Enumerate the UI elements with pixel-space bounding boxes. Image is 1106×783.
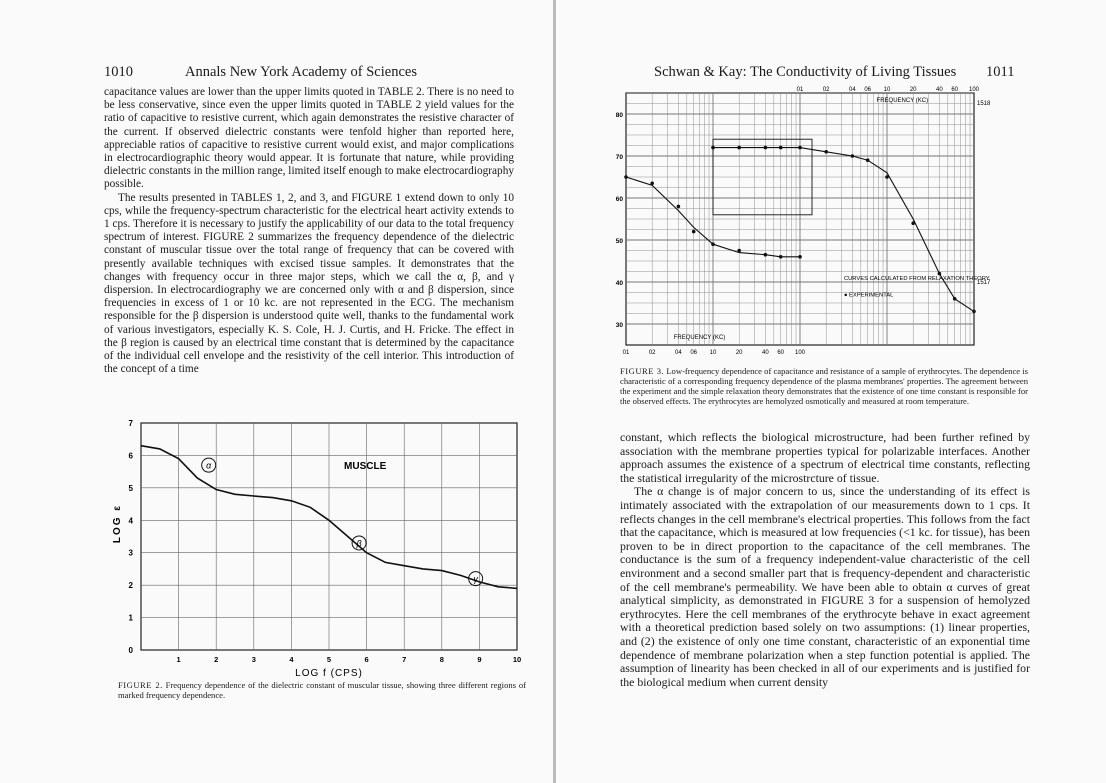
figure-3-experimental-point [779,146,783,150]
figure-3-bottom-tick-label: 100 [794,350,806,356]
figure-3-bottom-axis-label: FREQUENCY (KC) [673,335,726,341]
figure-2-caption-text: Frequency dependence of the dielectric constant of muscular tissue, showing three different regions of marked frequency dependence. [118,680,526,700]
figure-3-experimental-point [677,205,681,209]
left-paragraph-1: capacitance values are lower than the upper limits quoted in TABLE 2. There is no need to be less conservative, since even the upper limits quoted in TABLE 2 yield values for the ratio of capacitive to resistive current, which again demonstrates the resistive character of the current. If observed dielectric constants were tenfold higher than reported here, appreciable ratios of capacitive to resistive current would exist, and major complications in electrocardiographic theory would appear. It is fortunate that nature, while providing dielectric constants in the million range, limited itself enough to make electrocardiography possible. [104,86,514,191]
figure-2-x-tick-label: 9 [477,655,482,664]
figure-3-experimental-point [866,158,870,162]
left-paragraph-2: The results presented in TABLES 1, 2, and 3, and FIGURE 1 extend down to only 10 cps, while the frequency-spectrum characteristic for the electrical heart activity extends to 1 cps. Therefore it is necessary to justify the applicability of our data to the total frequency spectrum of interest. FIGURE 2 summarizes the frequency dependence of the dielectric constant of muscular tissue over the total range of frequency that can be covered with presently available techniques with excised tissue samples. It demonstrates that the changes with frequency occur in three major steps, which we call the α, β, and γ dispersion. In electrocardiography we are concerned only with α and β dispersion, since frequencies in excess of 1 or 10 kc. are not represented in the ECG. The mechanism responsible for the β dispersion is understood quite well, thanks to the fundamental work of various investigators, especially K. S. Cole, H. J. Curtis, and H. Fricke. The effect in the β region is caused by an electrical time constant that is determined by the capacitance of the individual cell envelope and the resistivity of the cell interior. This introduction of the concept of a time [104,191,514,376]
figure-3-experimental-point [911,221,915,225]
figure-3-y-tick-label: 40 [615,280,623,287]
figure-2-x-tick-label: 6 [364,655,369,664]
figure-3-experimental-point [851,154,855,158]
figure-3-y-tick-label: 70 [615,154,623,161]
figure-3-right-label: 1517 [977,280,991,286]
right-body-text [620,431,1030,689]
figure-3-experimental-point [624,175,628,179]
figure-3-chart [610,83,1032,363]
figure-3-experimental-point [692,230,696,234]
left-page-number: 1010 [104,64,133,80]
figure-3-experimental-point [711,146,715,150]
figure-2-region-label: β [356,538,362,549]
figure-3-y-tick-label: 50 [615,238,623,245]
figure-2-y-tick-label: 6 [128,451,133,461]
left-running-head: Annals New York Academy of Sciences [185,64,417,80]
figure-2-y-tick-label: 0 [128,646,133,655]
figure-3-experimental-point [650,182,654,186]
figure-2-caption [118,680,526,700]
figure-2-x-tick-label: 3 [251,655,256,664]
figure-3-top-tick-label: 20 [909,87,917,93]
figure-2-caption-label: FIGURE 2. [118,680,163,690]
figure-3-y-tick-label: 80 [615,112,623,119]
figure-3-legend-theory: CURVES CALCULATED FROM RELAXATION THEORY [843,275,990,282]
figure-2-x-tick-label: 7 [402,655,407,664]
figure-2-y-tick-label: 4 [128,516,133,526]
figure-3-experimental-point [737,249,741,253]
figure-3-top-tick-label: 100 [968,87,980,93]
figure-2-muscle-label: MUSCLE [344,461,387,473]
figure-3-bottom-tick-label: 04 [675,350,682,356]
figure-3-experimental-point [764,253,768,257]
figure-3-bottom-tick-label: 10 [709,350,717,356]
right-running-head: Schwan & Kay: The Conductivity of Living Tissues [654,64,957,80]
left-body-text [104,86,514,376]
figure-3-experimental-point [711,242,715,246]
right-page [556,0,1106,783]
figure-3-bottom-tick-label: 60 [777,350,785,356]
figure-2-region-label: α [206,460,212,471]
figure-3-bottom-tick-label: 01 [622,350,630,356]
figure-3-experimental-point [972,310,976,314]
figure-2-y-tick-label: 5 [128,483,133,493]
figure-3-caption [620,366,1028,406]
figure-3-experimental-point [779,255,783,259]
figure-2-y-axis-label: LOG ε [112,503,123,544]
figure-2-y-tick-label: 7 [128,420,133,428]
figure-3-caption-label: FIGURE 3. [620,366,665,376]
figure-3-experimental-point [824,150,828,154]
figure-3-bottom-tick-label: 20 [735,350,743,356]
figure-3-bottom-tick-label: 06 [690,350,698,356]
figure-3-top-tick-label: 40 [936,87,943,93]
figure-3-experimental-point [885,175,889,179]
figure-3-experimental-point [737,146,741,150]
figure-2-chart [100,420,530,682]
figure-3-top-tick-label: 01 [796,87,804,93]
figure-2-x-tick-label: 10 [512,655,522,664]
figure-3-top-tick-label: 02 [822,87,830,93]
figure-3-top-tick-label: 04 [849,87,856,93]
figure-3-top-tick-label: 10 [883,87,891,93]
right-paragraph-2: The α change is of major concern to us, since the understanding of its effect is intimately associated with the extrapolation of our measurements down to 1 cps. It reflects changes in the cell membrane's electrical properties. This follows from the fact that the capacitance, which is measured at low frequencies (<1 kc. for tissue), has been proven to be in direct proportion to the capacitance of the cell membranes. The conductance is the sum of a frequency independent-value characteristic of the cell environment and a second smaller part that is frequency-dependent and characteristic of the cell membrane's permeability. We have been able to obtain α curves of great analytical simplicity, as demonstrated in FIGURE 3 for a suspension of hemolyzed erythrocytes. Here the cell membranes of the erythrocyte behave in exact agreement with a theoretical prediction based solely on two assumptions: (1) linear properties, and (2) the existence of only one time constant, characteristic of an exponential time dependence of membrane polarization when a step function potential is applied. The assumption of linearity has been checked in all of our experiments and is justified for the biological medium when current density [620,484,1030,689]
figure-3-legend-experimental: ● EXPERIMENTAL [843,292,894,299]
figure-2-x-axis-label: LOG f (CPS) [295,668,363,679]
figure-2-y-tick-label: 3 [128,548,133,558]
figure-3-caption-text: Low-frequency dependence of capacitance and resistance of a sample of erythrocytes. The dependence is characteristic of a corresponding frequency dependence of the plasma membranes' properties. The agreement between the experiment and the simple relaxation theory demonstrates that the existence of one time constant is responsible for the observed effects. The erythrocytes are hemolyzed osmotically and measured at room temperature. [620,366,1028,406]
figure-3-y-tick-label: 60 [615,196,623,203]
figure-2-y-tick-label: 1 [128,613,133,623]
figure-3-experimental-point [798,146,802,150]
figure-3-experimental-point [798,255,802,259]
right-page-number: 1011 [986,64,1015,80]
figure-3-right-label: 1518 [977,101,991,107]
figure-3-top-tick-label: 60 [951,87,959,93]
figure-3-experimental-point [953,297,957,301]
figure-2-x-tick-label: 5 [326,655,332,664]
figure-2-x-tick-label: 4 [289,655,294,664]
figure-3-experimental-point [764,146,768,150]
figure-2-x-tick-label: 1 [176,655,181,664]
right-paragraph-1: constant, which reflects the biological microstructure, had been further refined by association with the membrane properties typical for polarizable interfaces. Another approach assumes the existence of a spectrum of electrical time constants, reflecting the statistical irregularity of the microstrcture of tissue. [620,430,1030,485]
figure-3-bottom-tick-label: 40 [762,350,769,356]
figure-3-top-tick-label: 06 [864,87,872,93]
figure-2-y-tick-label: 2 [128,581,133,591]
figure-3-top-axis-label: FREQUENCY (KC) [876,98,929,104]
figure-3-y-tick-label: 30 [615,322,623,329]
figure-2-x-tick-label: 2 [214,655,219,664]
figure-2-region-label: γ [473,574,478,585]
figure-3-bottom-tick-label: 02 [648,350,656,356]
figure-2-x-tick-label: 8 [439,655,444,664]
